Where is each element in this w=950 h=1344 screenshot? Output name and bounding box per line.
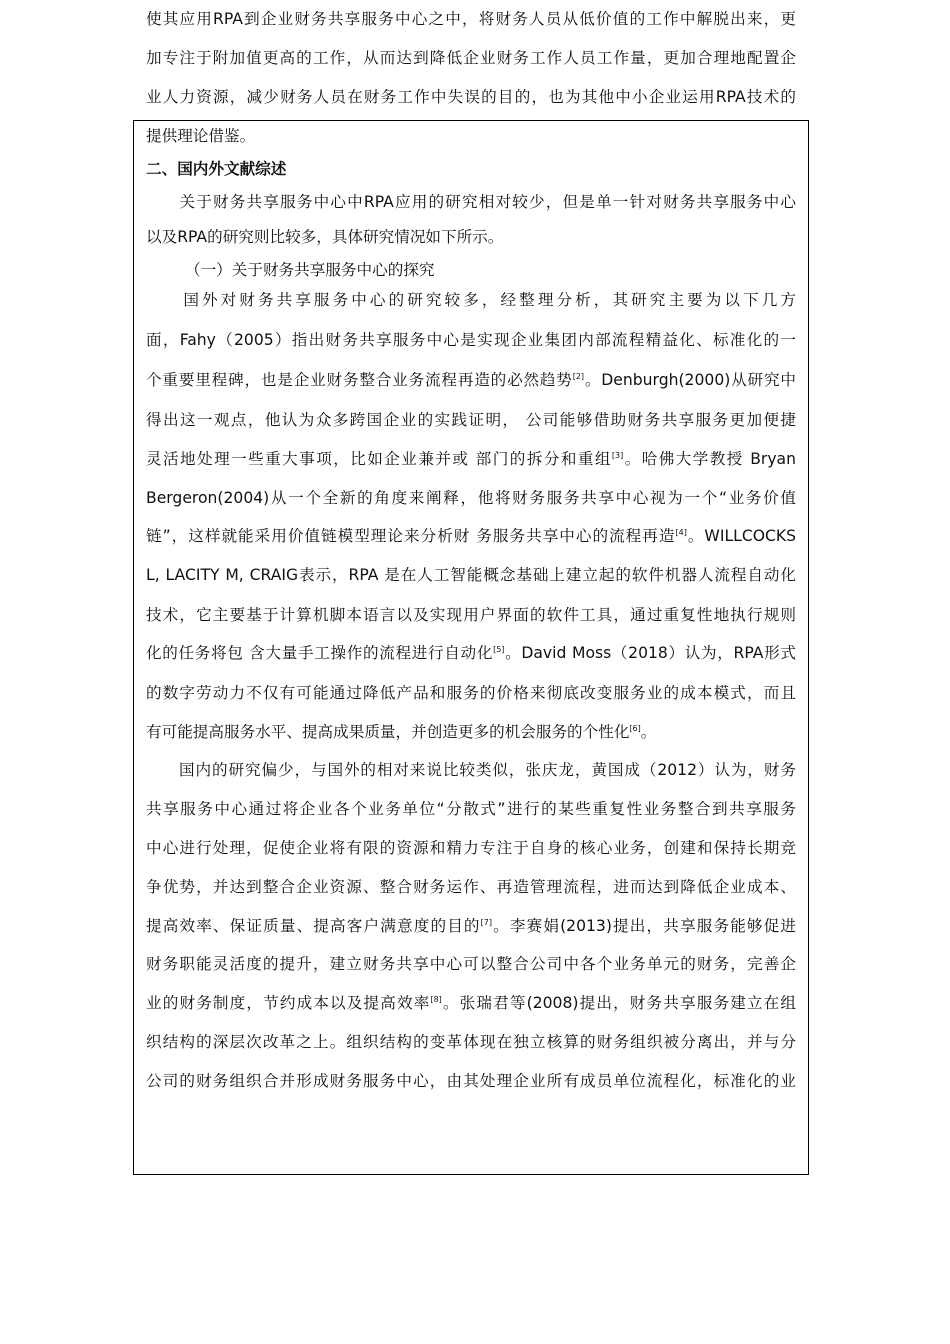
text-line: [146, 227, 796, 247]
text-line: [146, 126, 796, 146]
line-text: 化的任务将包 含大量手工操作的流程进行自动化: [146, 644, 494, 662]
line-text: 有可能提高服务水平、提高成果质量，并创造更多的机会服务的个性化: [146, 723, 630, 741]
text-line: [146, 410, 796, 430]
line-text: 技术，它主要基于计算机脚本语言以及实现用户界面的软件工具，通过重复性地执行规则: [146, 606, 796, 624]
text-line: [146, 9, 796, 29]
citation-mark: [7]: [480, 917, 492, 927]
citation-mark: [4]: [675, 527, 687, 537]
text-line: [146, 954, 796, 974]
line-text-tail: 。张瑞君等(2008)提出，财务共享服务建立在组: [441, 994, 796, 1012]
text-line: [146, 993, 796, 1013]
line-text: 使其应用RPA到企业财务共享服务中心之中，将财务人员从低价值的工作中解脱出来，更: [146, 10, 796, 28]
text-line: [146, 916, 796, 936]
line-text: 链”，这样就能采用价值链模型理论来分析财 务服务共享中心的流程再造: [146, 527, 676, 545]
text-line: [146, 48, 796, 68]
text-line: [146, 683, 796, 703]
line-text-tail: 。: [640, 723, 657, 741]
line-text: 关于财务共享服务中心中RPA应用的研究相对较少，但是单一针对财务共享服务中心: [146, 193, 796, 211]
line-text-tail: 。David Moss（2018）认为，RPA形式: [504, 644, 796, 662]
text-line: [146, 370, 796, 390]
text-line: [146, 1032, 796, 1052]
line-text: 国外对财务共享服务中心的研究较多，经整理分析，其研究主要为以下几方: [146, 291, 796, 309]
text-line: [146, 290, 796, 310]
text-line: [146, 838, 796, 858]
line-text: 织结构的深层次改革之上。组织结构的变革体现在独立核算的财务组织被分离出，并与分: [146, 1033, 796, 1051]
subsection-heading: [146, 260, 796, 280]
text-line: [146, 877, 796, 897]
citation-mark: [8]: [430, 994, 442, 1004]
line-text: 争优势，并达到整合企业资源、整合财务运作、再造管理流程，进而达到降低企业成本、: [146, 878, 796, 896]
line-text: 加专注于附加值更高的工作，从而达到降低企业财务工作人员工作量，更加合理地配置企: [146, 49, 796, 67]
citation-mark: [5]: [493, 644, 505, 654]
line-text: 业人力资源，减少财务人员在财务工作中失误的目的，也为其他中小企业运用RPA技术的: [146, 88, 796, 106]
line-text: 得出这一观点，他认为众多跨国企业的实践证明， 公司能够借助财务共享服务更加便捷: [146, 411, 796, 429]
line-text: L, LACITY M, CRAIG表示，RPA 是在人工智能概念基础上建立起的软件机器人流程自动化: [146, 566, 796, 584]
text-line: [146, 605, 796, 625]
line-text: 共享服务中心通过将企业各个业务单位“分散式”进行的某些重复性业务整合到共享服务: [146, 800, 796, 818]
line-text: 提供理论借鉴。: [146, 127, 256, 145]
line-text-tail: 。WILLCOCKS: [686, 527, 796, 545]
citation-mark: [2]: [572, 371, 585, 381]
text-line: [146, 722, 796, 742]
text-line: [146, 526, 796, 546]
line-text: 个重要里程碑，也是企业财务整合业务流程再造的必然趋势: [146, 371, 573, 389]
document-frame: [133, 10, 809, 1175]
line-text: 国内的研究偏少，与国外的相对来说比较类似，张庆龙，黄国成（2012）认为，财务: [146, 761, 796, 779]
section-heading: [146, 159, 796, 179]
line-text: 中心进行处理，促使企业将有限的资源和精力专注于自身的核心业务，创建和保持长期竞: [146, 839, 796, 857]
text-line: [146, 330, 796, 350]
line-text: （一）关于财务共享服务中心的探究: [146, 261, 435, 279]
line-text-tail: 。哈佛大学教授 Bryan: [623, 450, 796, 468]
line-text: 的数字劳动力不仅有可能通过降低产品和服务的价格来彻底改变服务业的成本模式，而且: [146, 684, 796, 702]
line-text: 二、国内外文献综述: [146, 160, 287, 178]
citation-mark: [6]: [629, 723, 641, 733]
line-text-tail: 。Denburgh(2000)从研究中: [584, 371, 796, 389]
text-line: [146, 449, 796, 469]
text-line: [146, 192, 796, 212]
line-text: 财务职能灵活度的提升，建立财务共享中心可以整合公司中各个业务单元的财务，完善企: [146, 955, 796, 973]
line-text-tail: 。李赛娟(2013)提出，共享服务能够促进: [492, 917, 796, 935]
text-line: [146, 799, 796, 819]
text-line: [146, 643, 796, 663]
text-line: [146, 87, 796, 107]
text-line: [146, 565, 796, 585]
line-text: 灵活地处理一些重大事项，比如企业兼并或 部门的拆分和重组: [146, 450, 612, 468]
line-text: 业的财务制度，节约成本以及提高效率: [146, 994, 431, 1012]
citation-mark: [3]: [611, 450, 624, 460]
text-line: [146, 1071, 796, 1091]
line-text: 公司的财务组织合并形成财务服务中心，由其处理企业所有成员单位流程化，标准化的业: [146, 1072, 796, 1090]
line-text: Bergeron(2004)从一个全新的角度来阐释，他将财务服务共享中心视为一个“业务价值: [146, 489, 796, 507]
line-text: 面，Fahy（2005）指出财务共享服务中心是实现企业集团内部流程精益化、标准化的一: [146, 331, 796, 349]
text-line: [146, 488, 796, 508]
line-text: 以及RPA的研究则比较多，具体研究情况如下所示。: [146, 228, 504, 246]
line-text: 提高效率、保证质量、提高客户满意度的目的: [146, 917, 481, 935]
text-line: [146, 760, 796, 780]
